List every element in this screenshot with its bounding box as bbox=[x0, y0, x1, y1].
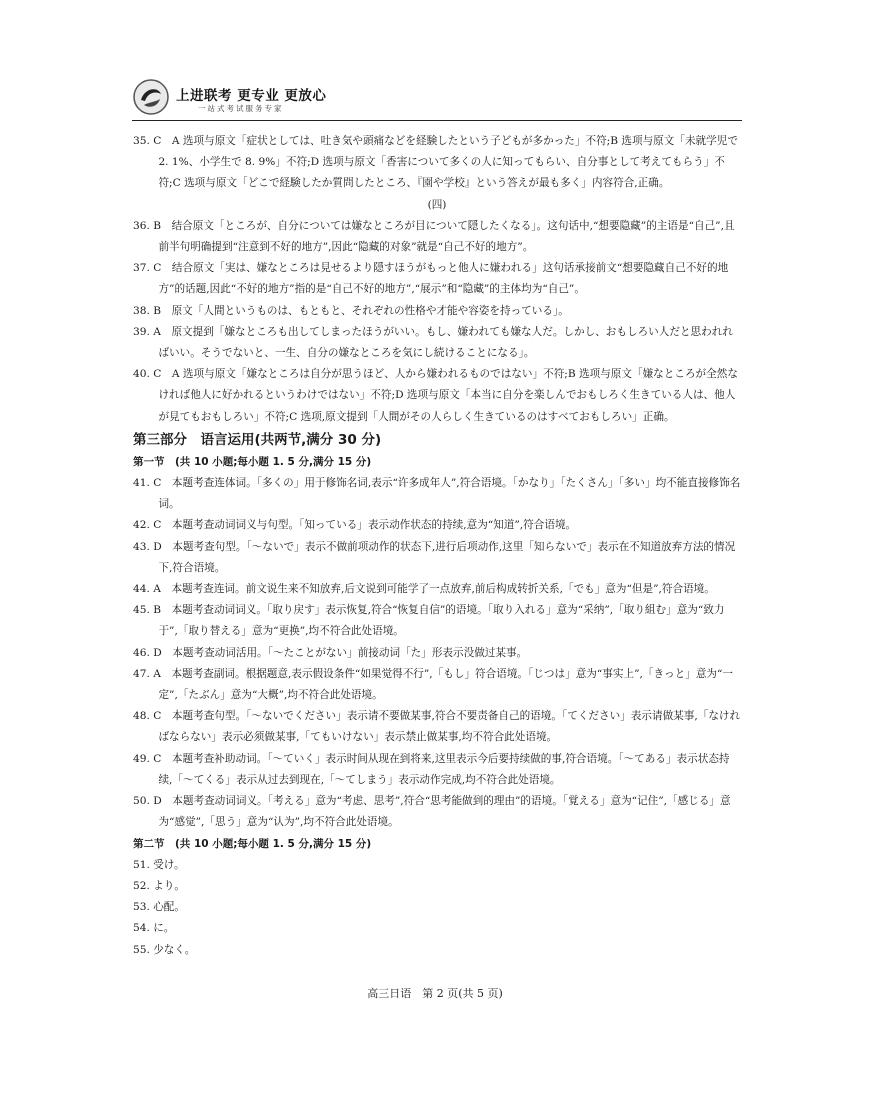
item-45: 45. B 本题考查动词词义。「取り戻す」表示恢复,符合“恢复自信”的语境。「取り入れる」意为“采纳”,「取り組む」意为“致力于”,「取り替える」意为“更换”,均不符合此处语境。 bbox=[133, 604, 725, 638]
section-3: 第三部分 语言运用(共两节,满分 30 分) bbox=[133, 431, 382, 448]
answer-51: 51. 受け。 bbox=[133, 858, 185, 871]
item-43: 43. D 本题考查句型。「～ないで」表示不做前项动作的状态下,进行后项动作,这里「知らないで」表示在不知道放弃方法的情况下,符合语境。 bbox=[133, 540, 736, 574]
item-35: 35. C A 选项与原文「症状としては、吐き気や頭痛などを経験したという子どもが多かった」不符;B 选项与原文「未就学児で 2. 1%、小学生で 8. 9%」不符;D 选项与原文「香害について多くの人に知ってもらい、自分事として考えてもらう」不符;C 选项与原文「どこで経験したか質問したところ、『園や学校』という答えが最も多く」内容符合,正确。 bbox=[133, 135, 738, 190]
item-48: 48. C 本题考查句型。「～ないでください」表示请不要做某事,符合不要责备自己的语境。「てください」表示请做某事,「なければならない」表示必须做某事,「てもいけない」表示禁止做某事,均不符合此处语境。 bbox=[133, 710, 741, 744]
page-footer: 高三日语 第 2 页(共 5 页) bbox=[367, 987, 503, 1000]
answer-54: 54. に。 bbox=[133, 922, 175, 935]
item-41: 41. C 本题考查连体词。「多くの」用于修饰名词,表示“许多成年人”,符合语境。「かなり」「たくさん」「多い」均不能直接修饰名词。 bbox=[133, 477, 741, 511]
item-42: 42. C 本题考查动词词义与句型。「知っている」表示动作状态的持续,意为“知道”,符合语境。 bbox=[133, 519, 577, 532]
item-36: 36. B 结合原文「ところが、自分については嫌なところが目について隠したくなる」。这句话中,“想要隐藏”的主语是“自己”,且前半句明确提到“注意到不好的地方”,因此“隐藏的对象”就是“自己不好的地方”。 bbox=[133, 219, 735, 254]
answer-content bbox=[133, 131, 741, 961]
answer-52: 52. より。 bbox=[133, 879, 185, 892]
item-47: 47. A 本题考查副词。根据题意,表示假设条件“如果觉得不行”,「もし」符合语境。「じつは」意为“事实上”,「きっと」意为“一定”,「たぶん」意为“大概”,均不符合此处语境。 bbox=[133, 667, 734, 702]
answer-53: 53. 心配。 bbox=[133, 901, 185, 914]
header bbox=[132, 78, 362, 120]
item-38: 38. B 原文「人間というものは、もともと、それぞれの性格や才能や容姿を持っている」。 bbox=[133, 304, 569, 317]
answer-55: 55. 少なく。 bbox=[133, 943, 196, 956]
brand-tagline: 一站式考试服务专家 bbox=[198, 104, 284, 113]
brand-logo-icon bbox=[132, 78, 170, 116]
item-50: 50. D 本题考查动词词义。「考える」意为“考虑、思考”,符合“思考能做到的理由”的语境。「覚える」意为“记住”,「感じる」意为“感觉”,「思う」意为“认为”,均不符合此处语境。 bbox=[133, 795, 731, 829]
item-39: 39. A 原文提到「嫌なところも出してしまったほうがいい。もし、嫌われても嫌な人だ。しかし、おもしろい人だと思われればいい。そうでないと、一生、自分の嫌なところを気にし続けることになる」。 bbox=[133, 325, 733, 360]
header-divider bbox=[132, 120, 742, 121]
subsection-1: 第一节 (共 10 小题;每小题 1. 5 分,满分 15 分) bbox=[133, 455, 372, 468]
item-44: 44. A 本题考查连词。前文说生来不知放弃,后文说到可能学了一点放弃,前后构成转折关系,「でも」意为“但是”,符合语境。 bbox=[133, 583, 715, 596]
item-49: 49. C 本题考查补助动词。「～ていく」表示时间从现在到将来,这里表示今后要持续做的事,符合语境。「～てある」表示状态持续,「～てくる」表示从过去到现在,「～てしまう」表示动作完成,均不符合此处语境。 bbox=[133, 752, 730, 786]
item-37: 37. C 结合原文「実は、嫌なところは見せるより隠すほうがもっと他人に嫌われる」这句话承接前文“想要隐藏自己不好的地方”的话题,因此“不好的地方”指的是“自己不好的地方”,“展示”和“隐藏”的主体均为“自己”。 bbox=[133, 262, 729, 296]
item-40: 40. C A 选项与原文「嫌なところは自分が思うほど、人から嫌われるものではない」不符;B 选项与原文「嫌なところが全然なければ他人に好かれるというわけではない」不符;D 选项与原文「本当に自分を楽しんでおもしろく生きている人は、他人が見てもおもしろい」不符;C 选项,原文提到「人間がその人らしく生きているのはすべておもしろい」正确。 bbox=[133, 368, 738, 423]
brand-name: 上进联考 更专业 更放心 bbox=[176, 88, 327, 104]
part-4: (四) bbox=[427, 198, 447, 211]
item-46: 46. D 本题考查动词活用。「～たことがない」前接动词「た」形表示没做过某事。 bbox=[133, 646, 528, 659]
subsection-2: 第二节 (共 10 小题;每小题 1. 5 分,满分 15 分) bbox=[133, 837, 372, 850]
